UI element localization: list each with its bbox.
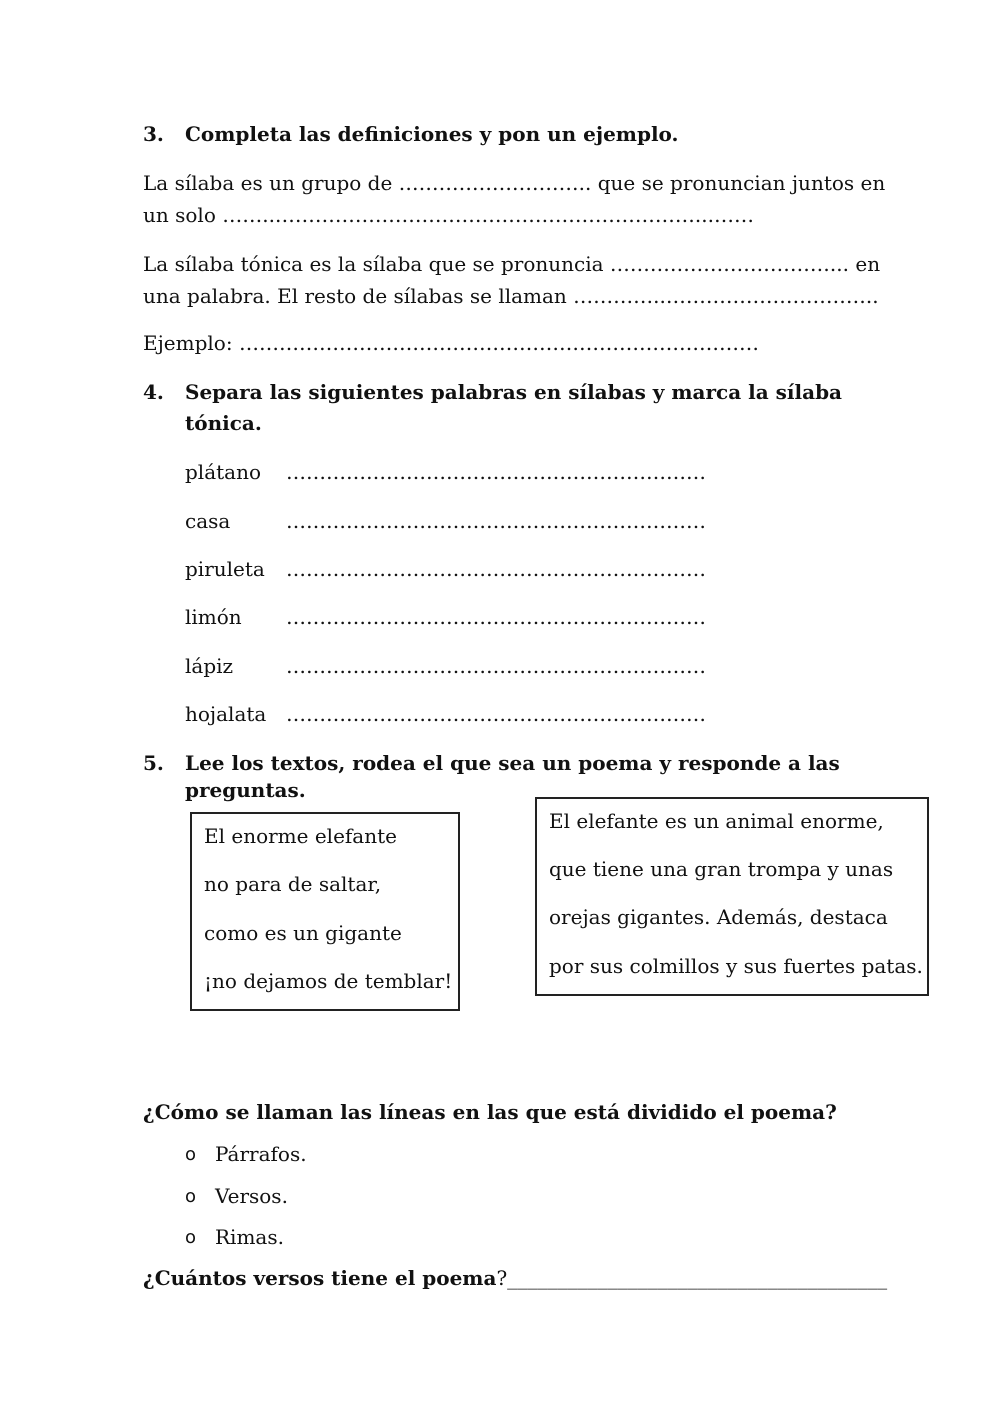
syllable-word: casa <box>185 509 231 533</box>
section-4-number: 4. <box>143 380 164 404</box>
syllable-word: limón <box>185 605 242 629</box>
definition-line-3: La sílaba tónica es la sílaba que se pronuncia ……………………………... en <box>143 252 881 276</box>
option-parrafos[interactable]: Párrafos. <box>215 1142 307 1166</box>
section-4-title-line-1: Separa las siguientes palabras en sílabas y marca la sílaba <box>185 380 843 404</box>
section-5-title-line-2: preguntas. <box>185 778 306 802</box>
radio-circle-icon[interactable]: o <box>185 1144 197 1165</box>
poem-line: como es un gigante <box>204 921 402 945</box>
section-5-title-line-1: Lee los textos, rodea el que sea un poema y responde a las <box>185 751 840 775</box>
poem-line: no para de saltar, <box>204 872 382 896</box>
prose-line: orejas gigantes. Además, destaca <box>549 905 888 929</box>
example-line: Ejemplo: …………………………………………………………………… <box>143 331 759 355</box>
syllable-answer-blank[interactable]: ……………………………………………………… <box>286 702 706 726</box>
prose-line: El elefante es un animal enorme, <box>549 809 884 833</box>
syllable-answer-blank[interactable]: ……………………………………………………… <box>286 509 706 533</box>
verse-count-answer-line[interactable]: ?______________________________________ <box>496 1266 888 1290</box>
syllable-answer-blank[interactable]: ……………………………………………………… <box>286 605 706 629</box>
section-5-number: 5. <box>143 751 164 775</box>
definition-line-2: un solo ……..………………………………………………………...…… <box>143 203 755 227</box>
definition-line-4: una palabra. El resto de sílabas se llaman …………..………………………….. <box>143 284 879 308</box>
option-versos[interactable]: Versos. <box>215 1184 288 1208</box>
prose-line: por sus colmillos y sus fuertes patas. <box>549 954 923 978</box>
radio-circle-icon[interactable]: o <box>185 1186 197 1207</box>
section-3-title: Completa las definiciones y pon un ejemplo. <box>185 122 679 146</box>
syllable-answer-blank[interactable]: ……………………………………………………… <box>286 460 706 484</box>
question-verse-count <box>143 1266 887 1290</box>
definition-line-1: La sílaba es un grupo de ……………………….. que se pronuncian juntos en <box>143 171 886 195</box>
poem-line: El enorme elefante <box>204 824 397 848</box>
option-rimas[interactable]: Rimas. <box>215 1225 284 1249</box>
prose-line: que tiene una gran trompa y unas <box>549 857 894 881</box>
poem-line: ¡no dejamos de temblar! <box>204 969 453 993</box>
syllable-word: piruleta <box>185 557 265 581</box>
prose-text-box[interactable] <box>535 797 929 996</box>
section-4-title-line-2: tónica. <box>185 411 262 435</box>
radio-circle-icon[interactable]: o <box>185 1227 197 1248</box>
poem-text-box[interactable] <box>190 812 460 1011</box>
section-3-number: 3. <box>143 122 164 146</box>
syllable-word: hojalata <box>185 702 267 726</box>
syllable-word: plátano <box>185 460 262 484</box>
syllable-answer-blank[interactable]: ……………………………………………………… <box>286 557 706 581</box>
question-lines-name: ¿Cómo se llaman las líneas en las que está dividido el poema? <box>143 1100 837 1124</box>
syllable-word: lápiz <box>185 654 234 678</box>
question-verse-count-text: ¿Cuántos versos tiene el poema <box>143 1266 497 1290</box>
syllable-answer-blank[interactable]: ……………………………………………………… <box>286 654 706 678</box>
